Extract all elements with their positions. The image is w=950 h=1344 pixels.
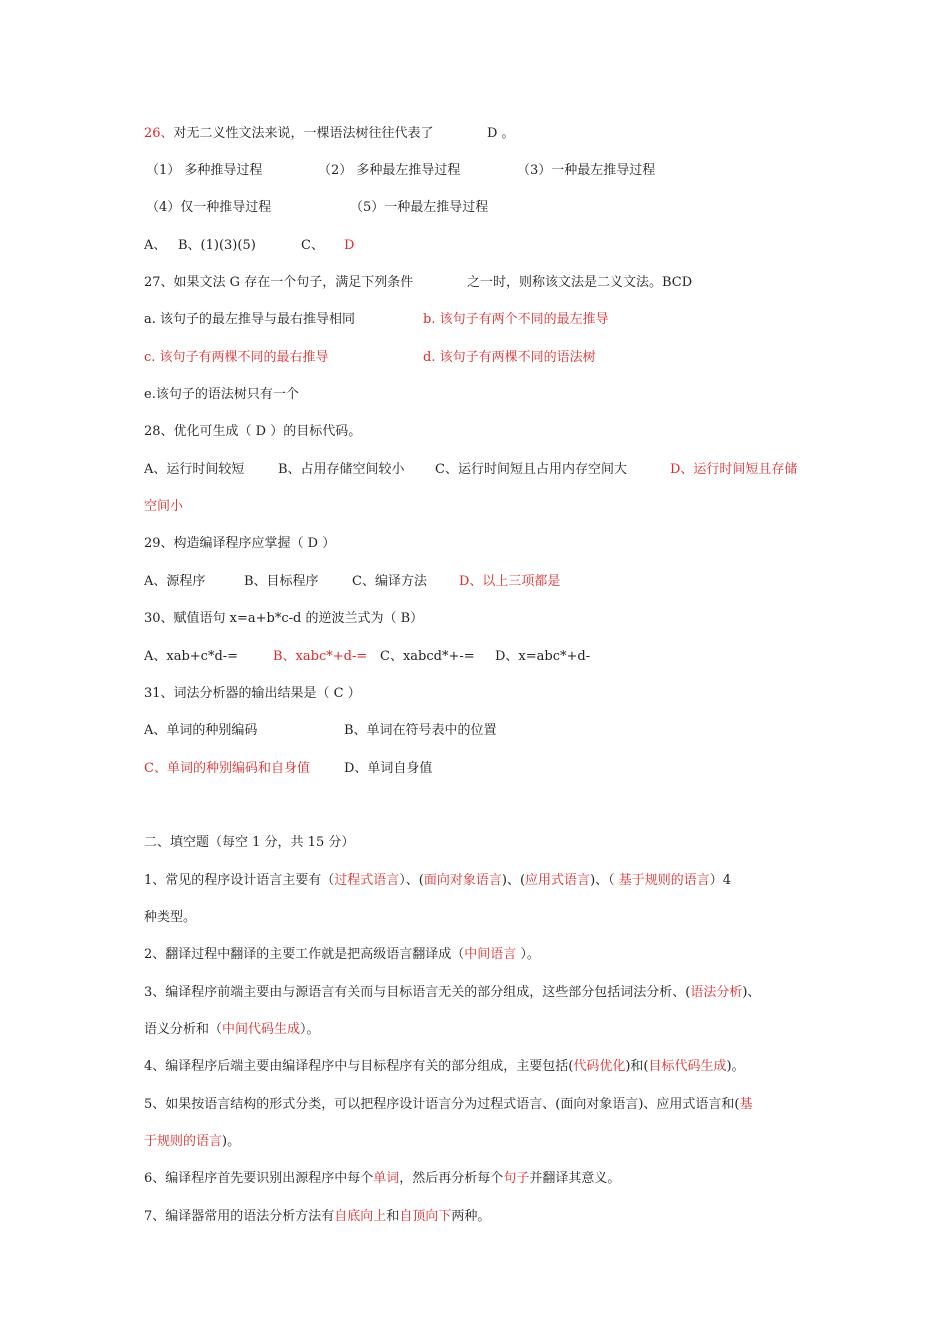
- fill-5-answer-1: 基: [739, 1097, 753, 1112]
- fill-3-answer-2: 中间代码生成: [222, 1022, 301, 1037]
- q29-option-b: B、目标程序: [244, 574, 319, 589]
- fill-7: [144, 1208, 490, 1226]
- q28-option-d: D、运行时间短且存储: [670, 462, 798, 477]
- fill-1-cont: 种类型。: [144, 910, 197, 925]
- fill-1-text-4: )、（: [590, 873, 619, 888]
- fill-1-answer-4: 基于规则的语言: [618, 873, 710, 888]
- fill-7-text-2: 和: [386, 1209, 400, 1224]
- q31-option-b: B、单词在符号表中的位置: [344, 723, 497, 738]
- fill-4-text-2: )和(: [625, 1059, 649, 1074]
- fill-2: [144, 946, 540, 964]
- q30-option-c: C、xabcd*+-=: [380, 649, 475, 664]
- q31-option-d: D、单词自身值: [344, 761, 433, 776]
- fill-3: [144, 984, 760, 1002]
- q26-option-1: （1） 多种推导过程: [146, 163, 263, 178]
- fill-6: [144, 1170, 620, 1188]
- fill-1-text-2: ）、(: [399, 873, 424, 888]
- q30-option-a: A、xab+c*d-=: [144, 649, 239, 664]
- q26-option-4: （4）仅一种推导过程: [146, 200, 272, 215]
- fill-7-text-3: 两种。: [451, 1209, 491, 1224]
- q31-stem: 31、词法分析器的输出结果是（ C ）: [144, 686, 361, 701]
- fill-6-text-1: 6、编译程序首先要识别出源程序中每个: [144, 1171, 374, 1186]
- fill-1: [144, 872, 731, 890]
- fill-3-text-4: ）。: [300, 1022, 320, 1037]
- fill-3-text-1: 3、编译程序前端主要由与源语言有关而与目标语言无关的部分组成，这些部分包括词法分析、(: [144, 985, 691, 1000]
- q31-option-a: A、单词的种别编码: [144, 723, 258, 738]
- q31-option-c: C、单词的种别编码和自身值: [144, 761, 310, 776]
- fill-6-answer-1: 单词: [373, 1171, 400, 1186]
- fill-4-answer-1: 代码优化: [573, 1059, 626, 1074]
- q27-option-e: e.该句子的语法树只有一个: [144, 387, 299, 402]
- q27-stem: 27、如果文法 G 存在一个句子，满足下列条件: [144, 275, 414, 290]
- q30-stem: 30、赋值语句 x=a+b*c-d 的逆波兰式为（ B）: [144, 611, 424, 626]
- q29-stem: 29、构造编译程序应掌握（ D ）: [144, 536, 336, 551]
- q27-option-b: b. 该句子有两个不同的最左推导: [423, 312, 609, 327]
- fill-7-answer-1: 自底向上: [334, 1209, 387, 1224]
- fill-3-answer-1: 语法分析: [690, 985, 743, 1000]
- fill-1-answer-2: 面向对象语言: [423, 873, 502, 888]
- fill-1-text-5: ）4: [709, 873, 732, 888]
- q26-number: 26、: [144, 126, 174, 141]
- q26-stem: [144, 125, 434, 143]
- q28-option-a: A、运行时间较短: [144, 462, 245, 477]
- q26-text: 对无二义性文法来说，一棵语法树往往代表了: [173, 126, 434, 141]
- q28-option-c: C、运行时间短且占用内存空间大: [435, 462, 627, 477]
- q29-option-d: D、以上三项都是: [459, 574, 561, 589]
- q26-option-3: （3）一种最左推导过程: [517, 163, 656, 178]
- q30-option-d: D、x=abc*+d-: [495, 649, 591, 664]
- fill-1-answer-1: 过程式语言: [334, 873, 400, 888]
- fill-6-text-3: 并翻译其意义。: [529, 1171, 621, 1186]
- q26-choice-d: D: [344, 238, 355, 253]
- fill-4-answer-2: 目标代码生成: [648, 1059, 727, 1074]
- fill-6-answer-2: 句子: [503, 1171, 530, 1186]
- q29-option-c: C、编译方法: [352, 574, 427, 589]
- fill-2-answer-1: 中间语言: [464, 947, 517, 962]
- fill-5-answer-1-cont: 于规则的语言: [144, 1134, 223, 1149]
- fill-3-cont: [144, 1021, 320, 1039]
- fill-1-text-3: )、(: [501, 873, 526, 888]
- fill-2-text-1: 2、翻译过程中翻译的主要工作就是把高级语言翻译成（: [144, 947, 465, 962]
- q27-option-d: d. 该句子有两棵不同的语法树: [423, 350, 596, 365]
- fill-7-text-1: 7、编译器常用的语法分析方法有: [144, 1209, 335, 1224]
- q29-option-a: A、源程序: [144, 574, 206, 589]
- q26-option-5: （5）一种最左推导过程: [350, 200, 489, 215]
- section-2-title: 二、填空题（每空 1 分，共 15 分）: [144, 835, 355, 850]
- fill-3-text-3: 语义分析和（: [144, 1022, 223, 1037]
- q28-option-b: B、占用存储空间较小: [278, 462, 405, 477]
- q26-choice-c: C、: [301, 238, 324, 253]
- q26-choice-b: B、(1)(3)(5): [178, 238, 256, 253]
- q26-option-2: （2） 多种最左推导过程: [318, 163, 461, 178]
- fill-4-text-3: )。: [726, 1059, 745, 1074]
- q30-option-b: B、xabc*+d-=: [273, 649, 368, 664]
- fill-6-text-2: ，然后再分析每个: [399, 1171, 504, 1186]
- fill-7-answer-2: 自顶向下: [399, 1209, 452, 1224]
- fill-3-text-2: )、: [742, 985, 761, 1000]
- fill-4-text-1: 4、编译程序后端主要由编译程序中与目标程序有关的部分组成，主要包括(: [144, 1059, 574, 1074]
- q26-answer: D 。: [487, 126, 515, 141]
- fill-5: [144, 1096, 753, 1114]
- fill-1-answer-3: 应用式语言: [525, 873, 591, 888]
- q27-option-c: c. 该句子有两棵不同的最右推导: [144, 350, 329, 365]
- fill-5-text-2: )。: [222, 1134, 241, 1149]
- fill-1-text-1: 1、常见的程序设计语言主要有（: [144, 873, 335, 888]
- fill-4: [144, 1058, 745, 1076]
- q27-stem-tail: 之一时，则称该文法是二义文法。BCD: [467, 275, 693, 290]
- q28-option-d-cont: 空间小: [144, 499, 184, 514]
- fill-5-text-1: 5、如果按语言结构的形式分类，可以把程序设计语言分为过程式语言、(面向对象语言)、应用式语言和(: [144, 1097, 740, 1112]
- fill-5-cont: [144, 1133, 240, 1151]
- q27-option-a: a. 该句子的最左推导与最右推导相同: [144, 312, 356, 327]
- fill-2-text-2: ）。: [516, 947, 540, 962]
- q28-stem: 28、优化可生成（ D ）的目标代码。: [144, 424, 362, 439]
- q26-choice-a: A、: [144, 238, 167, 253]
